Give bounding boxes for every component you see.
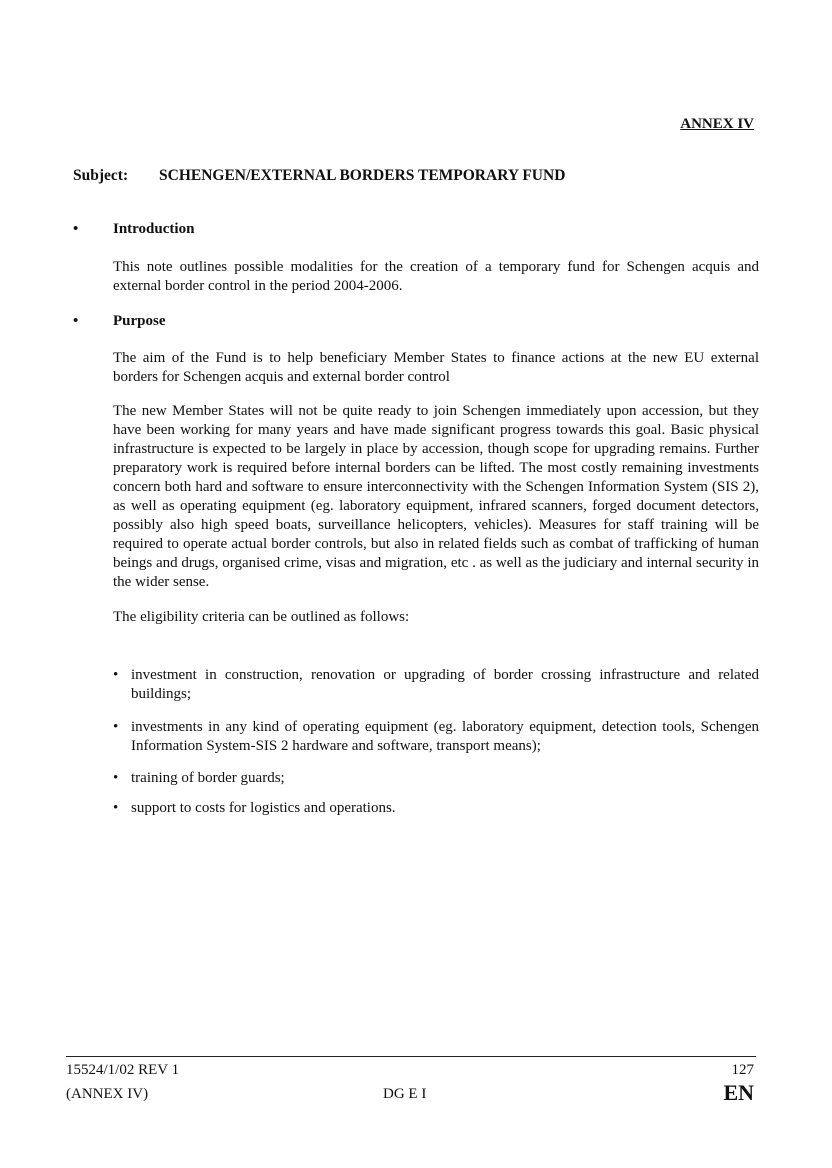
bullet-icon: • [113, 800, 119, 816]
bullet-icon: • [73, 313, 79, 329]
subject-line [73, 167, 565, 185]
bullet-icon: • [113, 719, 119, 735]
subject-title: SCHENGEN/EXTERNAL BORDERS TEMPORARY FUND [159, 167, 566, 184]
annex-label: ANNEX IV [680, 116, 754, 132]
heading-purpose: Purpose [113, 313, 166, 329]
purpose-paragraph-details: The new Member States will not be quite ready to join Schengen immediately upon accession, but they have been working for many years and have made significant progress towards this goal. Basic physical infrastructure is expected to be largely in place by accession, though scope for upgrading remains. Further preparatory work is required before internal borders can be lifted. The most costly remaining investments concern both hard and software to ensure interconnectivity with the Schengen Information System (SIS 2), as well as operating equipment (eg. laboratory equipment, infrared scanners, forged document detectors, possibly also high speed boats, surveillance helicopters, vehicles). Measures for staff training will be required to operate actual border controls, but also in related fields such as combat of trafficking of human beings and drugs, organised crime, visas and migration, etc . as well as the judiciary and internal security in the wider sense. [113, 403, 759, 590]
list-item [113, 718, 759, 756]
section-introduction [73, 221, 759, 296]
section-heading [73, 313, 759, 333]
section-purpose [73, 313, 759, 627]
subject-key: Subject: [73, 167, 129, 184]
bullet-icon: • [113, 770, 119, 786]
footer-language: EN [723, 1080, 754, 1105]
purpose-paragraph-aim: The aim of the Fund is to help beneficiary Member States to finance actions at the new EU external borders for Schengen acquis and external border control [113, 350, 759, 385]
footer-page-number: 127 [731, 1062, 754, 1078]
heading-introduction: Introduction [113, 221, 195, 237]
footer-directorate: DG E I [383, 1086, 427, 1102]
criteria-list [113, 666, 759, 818]
criteria-text: support to costs for logistics and operations. [131, 800, 396, 816]
list-item [113, 799, 759, 818]
criteria-text: investment in construction, renovation or upgrading of border crossing infrastructure and related buildings; [131, 667, 759, 702]
criteria-text: training of border guards; [131, 770, 285, 786]
footer-doc-ref: 15524/1/02 REV 1 [66, 1062, 180, 1078]
section-heading [73, 221, 759, 241]
bullet-icon: • [73, 221, 79, 237]
purpose-paragraph-criteria-intro: The eligibility criteria can be outlined as follows: [113, 609, 410, 625]
intro-paragraph: This note outlines possible modalities for the creation of a temporary fund for Schengen acquis and external border control in the period 2004-2006. [113, 259, 759, 294]
bullet-icon: • [113, 667, 119, 683]
list-item [113, 666, 759, 704]
footer-annex-ref: (ANNEX IV) [66, 1086, 149, 1102]
list-item [113, 769, 759, 788]
criteria-text: investments in any kind of operating equipment (eg. laboratory equipment, detection tools, Schengen Information System-SIS 2 hardware and software, transport means); [131, 719, 759, 754]
footer-divider [66, 1056, 756, 1057]
